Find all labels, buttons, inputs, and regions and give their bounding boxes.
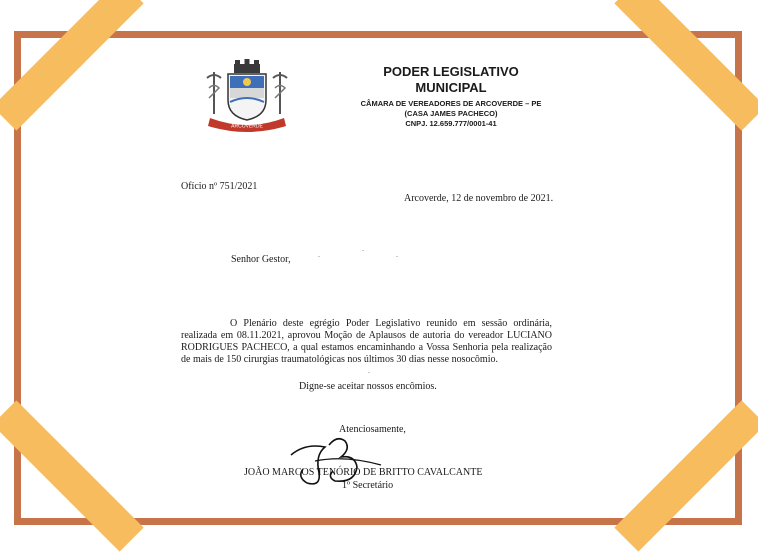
regards-line: Atenciosamente, <box>339 424 406 435</box>
handwritten-signature <box>285 425 395 495</box>
scan-speck <box>368 372 370 373</box>
scan-speck <box>318 256 320 257</box>
letter-body: O Plenário deste egrégio Poder Legislativo reunido em sessão ordinária, realizada em 08.11.2021, aprovou Moção de Aplausos de autoria do vereador LUCIANO RODRIGUES PACHECO, a qual estamos encaminhando a Vossa Senhoria pela realização de mais de 150 cirurgias traumatológicas nos últimos 30 dias nesse nosocômio. <box>181 318 552 365</box>
letterhead-title-line1: PODER LEGISLATIVO <box>383 64 519 79</box>
letterhead-house: (CASA JAMES PACHECO) <box>404 109 498 118</box>
closing-line: Digne-se aceitar nossos encômios. <box>299 381 437 392</box>
salutation: Senhor Gestor, <box>231 254 291 265</box>
signer-name: JOÃO MARCOS TENÓRIO DE BRITTO CAVALCANTE <box>244 467 483 478</box>
municipal-crest-icon <box>202 58 292 134</box>
letterhead-chamber: CÂMARA DE VEREADORES DE ARCOVERDE – PE <box>360 99 542 108</box>
letter-date: Arcoverde, 12 de novembro de 2021. <box>404 193 554 204</box>
scan-speck <box>362 250 364 251</box>
letterhead-cnpj: CNPJ. 12.659.777/0001-41 <box>405 119 497 128</box>
svg-text:ARCOVERDE: ARCOVERDE <box>231 123 263 130</box>
letterhead-text <box>346 64 556 129</box>
oficio-number: Ofício nº 751/2021 <box>181 181 258 192</box>
letterhead-title-line2: MUNICIPAL <box>415 80 487 95</box>
scan-speck <box>396 256 398 257</box>
letterhead <box>196 56 556 136</box>
signer-role: 1º Secretário <box>342 480 394 491</box>
